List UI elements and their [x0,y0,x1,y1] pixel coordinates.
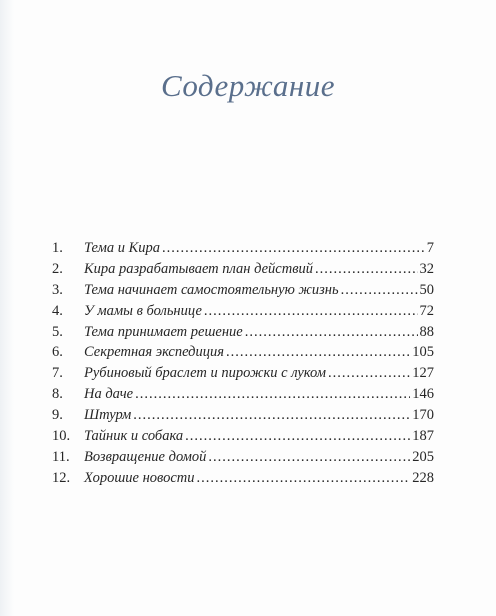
toc-entry-title: Штурм [84,407,132,424]
toc-entry-page: 146 [412,386,434,403]
dot-leader [226,342,410,363]
dot-leader [315,259,418,280]
toc-entry-title: Тема начинает самостоятельную жизнь [84,281,339,298]
toc-entry [52,405,434,426]
dot-leader [208,447,410,468]
toc-entry-title: Тема принимает решение [84,323,243,340]
toc-entry-title: Рубиновый браслет и пирожки с луком [84,365,326,382]
toc-entry-title: Тема и Кира [84,240,160,256]
toc-entry-number: 1. [52,240,63,256]
toc-entry [52,301,434,322]
toc-entry-page: 187 [412,428,434,445]
toc-entry-title: Возвращение домой [84,448,207,465]
toc-entry-page: 170 [412,407,434,424]
toc-entry-page: 32 [419,260,434,277]
toc-entry [52,468,434,489]
toc-entry-title: У мамы в больнице [84,302,202,319]
toc-entry-page: 205 [412,448,434,465]
toc-entry [52,384,434,405]
toc-entry-page: 88 [419,323,434,340]
toc-entry-number: 2. [52,260,63,277]
toc-entry-number: 6. [52,344,63,361]
toc-entry [52,447,434,468]
toc-entry-number: 11. [52,448,70,465]
toc-entry-title: На даче [84,386,134,403]
toc-entry [52,342,434,363]
dot-leader [197,468,411,489]
toc-entry-title: Хорошие новости [84,469,195,486]
toc-entry-number: 9. [52,407,63,424]
toc-entry-page: 228 [412,469,434,486]
toc-entry [52,259,434,280]
toc-entry-number: 10. [52,428,71,445]
toc-entry-number: 12. [52,469,71,486]
toc-entry [52,426,434,447]
toc-entry-title: Секретная экспедиция [84,344,224,361]
toc-entry [52,363,434,384]
dot-leader [204,301,418,322]
dot-leader [328,363,410,384]
toc-entry [52,322,434,343]
toc-entry [52,280,434,301]
dot-leader [133,405,410,426]
table-of-contents [52,238,434,489]
toc-entry-page: 50 [419,281,434,298]
toc-entry-page: 7 [426,240,434,256]
dot-leader [185,426,410,447]
toc-entry [52,238,434,259]
toc-entry-page: 72 [419,302,434,319]
toc-entry-page: 127 [412,365,434,382]
page-title: Содержание [160,68,336,103]
toc-entry-number: 7. [52,365,63,382]
toc-entry-number: 4. [52,302,63,319]
dot-leader [135,384,410,405]
dot-leader [245,322,418,343]
toc-entry-page: 105 [412,344,434,361]
toc-entry-title: Кира разрабатывает план действий [84,260,313,277]
dot-leader [341,280,418,301]
toc-entry-number: 3. [52,281,63,298]
toc-entry-title: Тайник и собака [84,428,184,445]
toc-entry-number: 5. [52,323,63,340]
dot-leader [162,238,425,259]
toc-entry-number: 8. [52,386,63,403]
